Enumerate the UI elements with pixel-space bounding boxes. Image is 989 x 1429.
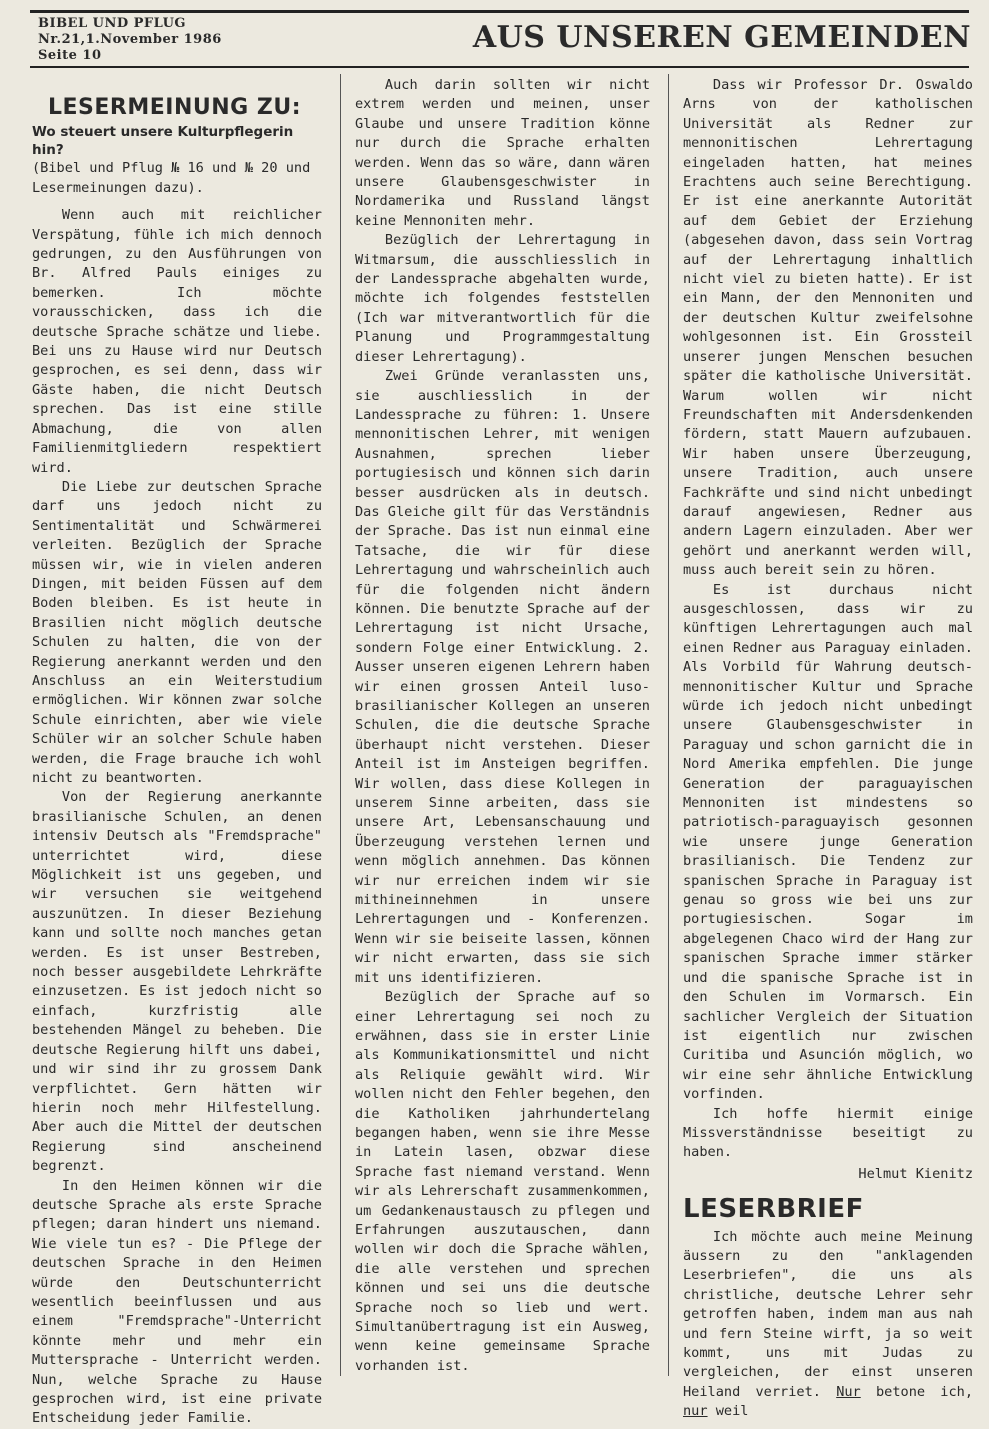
paragraph: Bezüglich der Sprache auf so einer Lehrertagung sei noch zu erwähnen, dass sie in erster Linie als Kommunikationsmittel und nicht als Reliquie gewählt wird. Wir wollen nicht den Fehler begehen, den die Katholiken jahrhundertelang begangen haben, wenn sie ihre Messe in Latein lasen, obzwar diese Sprache fast niemand verstand. Wenn wir als Lehrerschaft zusammenkommen, um Gedankenaustausch zu pflegen und Erfahrungen auszutauschen, dann wollen wir doch die Sprache wählen, die alle verstehen und sprechen können und sei uns die deutsche Sprache noch so lieb und wert. Simultanübertragung ist ein Ausweg, wenn keine gemeinsame Sprache vorhanden ist.: [355, 989, 650, 1374]
masthead: [38, 16, 222, 64]
letter-text: weil: [715, 1403, 749, 1420]
paragraph: In den Heimen können wir die deutsche Sprache als erste Sprache pflegen; daran hindert uns niemand. Wie viele tun es? - Die Pflege der deutschen Sprache in den Heimen würde den Deutschunterricht wesentlich beeinflussen und aus einem "Fremdsprache"-Unterricht könnte mehr und mehr ein Muttersprache - Unterricht werden. Nun, welche Sprache zu Hause gesprochen wird, ist eine private Entscheidung jeder Familie.: [32, 1177, 322, 1427]
letter-text: betone ich,: [875, 1383, 973, 1400]
page-number: Seite 10: [38, 48, 102, 63]
paragraph: Es ist durchaus nicht ausgeschlossen, dass wir zu künftigen Lehrertagungen auch mal einen Redner aus Paraguay einladen. Als Vorbild für Wahrung deutsch-mennonitischer Kultur und Sprache würde ich jedoch nicht unbedingt unsere Glaubensgeschwister in Paraguay und schon garnicht die in Nord Amerika empfehlen. Die junge Generation der paraguayischen Mennoniten ist mindestens so patriotisch-paraguayisch gesonnen wie unsere junge Generation brasilianisch. Die Tendenz zur spanischen Sprache in Paraguay ist genau so gross wie bei uns zur portugiesischen. Sogar im abgelegenen Chaco wird der Hang zur spanischen Sprache immer stärker und die spanische Sprache ist in den Schulen im Vormarsch. Ein sachlicher Vergleich der Situation ist eigentlich nur zwischen Curitiba und Asunción möglich, wo wir eine sehr ähnliche Entwicklung vorfinden.: [683, 581, 973, 1103]
paragraph: Auch darin sollten wir nicht extrem werden und meinen, unser Glaube und unsere Tradition könne nur durch die Sprache erhalten werden. Wenn das so wäre, dann wären unsere Glaubensgeschwister in Nordamerika und Russland längst keine Mennoniten mehr.: [355, 77, 650, 229]
author-signature: Helmut Kienitz: [858, 1165, 973, 1182]
section-title: AUS UNSEREN GEMEINDEN: [472, 20, 971, 55]
column-2: [355, 76, 650, 1376]
paragraph: Die Liebe zur deutschen Sprache darf uns jedoch nicht zu Sentimentalität und Schwärmerei verleiten. Bezüglich der Sprache müssen wir, wie in vielen anderen Dingen, mit beiden Füssen auf dem Boden bleiben. Es ist heute in Brasilien nicht möglich deutsche Schulen zu halten, die von der Regierung anerkannt werden und den Anschluss an ein Weiterstudium ermöglichen. Wir können zwar solche Schule einrichten, aber wie viele Schüler wir an solcher Schule haben werden, die Frage brauche ich wohl nicht zu beantworten.: [32, 478, 322, 786]
column-3: [683, 76, 973, 1422]
header-rule: [30, 66, 969, 68]
top-rule: [30, 10, 969, 13]
emphasis-word: Nur: [836, 1383, 861, 1400]
paragraph: Bezüglich der Lehrertagung in Witmarsum, die ausschliesslich in der Landessprache abgehalten wurde, möchte ich folgendes feststellen (Ich war mitverantwortlich für die Planung und Programmgestaltung dieser Lehrertagung).: [355, 232, 650, 365]
publication-name: BIBEL UND PFLUG: [38, 16, 187, 31]
letter-text: Ich möchte auch meine Meinung äussern zu den "anklagenden Leserbriefen", die uns als christliche, deutsche Lehrer sehr getroffen haben, indem man aus nah und fern Steine wirft, ja so weit kommt, uns mit Judas zu vergleichen, der einst unseren Heiland verriet.: [683, 1228, 973, 1400]
paragraph: [683, 1228, 973, 1422]
paragraph: Wenn auch mit reichlicher Verspätung, fühle ich mich dennoch gedrungen, zu den Ausführungen von Br. Alfred Pauls einiges zu bemerken. Ich möchte vorausschicken, dass ich die deutsche Sprache schätze und liebe. Bei uns zu Hause wird nur Deutsch gesprochen, es sei denn, dass wir Gäste haben, die nicht Deutsch sprechen. Das ist eine stille Abmachung, die von allen Familienmitgliedern respektiert wird.: [32, 207, 322, 476]
column-1: [32, 76, 322, 1429]
paragraph: Zwei Gründe veranlassten uns, sie auschliesslich in der Landessprache zu führen: 1. Unsere mennonitischen Lehrer, mit wenigen Ausnahmen, sprechen lieber portugiesisch und können sich darin besser ausdrücken als in deutsch. Das Gleiche gilt für das Verständnis der Sprache. Das ist nun einmal eine Tatsache, die wir für diese Lehrertagung und wahrscheinlich auch für die folgenden nicht ändern können. Die benutzte Sprache auf der Lehrertagung ist nicht Ursache, sondern Folge einer Entwicklung. 2. Ausser unseren eigenen Lehrern haben wir einen grossen Anteil luso-brasilianischer Kollegen an unseren Schulen, die die deutsche Sprache überhaupt nicht verstehen. Dieser Anteil ist im Ansteigen begriffen. Wir wollen, dass diese Kollegen in unserem Sinne arbeiten, dass sie unsere Art, Lebensanschauung und Überzeugung verstehen lernen und wenn möglich annehmen. Das können wir nur erreichen indem wir sie mithineinnehmen in unsere Lehrertagungen und - Konferenzen. Wenn wir sie beiseite lassen, können wir nicht erwarten, dass sie sich mit uns identifizieren.: [355, 368, 650, 986]
issue-date: Nr.21,1.November 1986: [38, 32, 222, 47]
article-subheading: Wo steuert unsere Kulturpflegerin hin?: [32, 124, 294, 159]
paragraph: Ich hoffe hiermit einige Missverständnisse beseitigt zu haben.: [683, 1105, 973, 1161]
emphasis-word: nur: [683, 1403, 708, 1420]
paragraph: Von der Regierung anerkannte brasilianische Schulen, an denen intensiv Deutsch als "Fremdsprache" unterrichtet wird, diese Möglichkeit ist uns gegeben, und wir versuchen sie weitgehend auszunützen. In dieser Beziehung kann und sollte noch manches getan werden. Es ist unser Bestreben, noch besser ausgebildete Lehrkräfte einzusetzen. Es ist jedoch nicht so einfach, kurzfristig alle bestehenden Mängel zu beheben. Die deutsche Regierung hilft uns dabei, und wir sind ihr zu grossem Dank verpflichtet. Gern hätten wir hierin noch mehr Hilfestellung. Aber auch die Mittel der deutschen Regierung sind anscheinend begrenzt.: [32, 789, 322, 1175]
column-divider: [340, 74, 341, 1376]
article-heading: LESERMEINUNG ZU:: [48, 95, 301, 120]
article-reference: (Bibel und Pflug № 16 und № 20 und Lesermeinungen dazu).: [32, 160, 311, 196]
column-divider: [668, 74, 669, 1376]
letter-heading: LESERBRIEF: [683, 1194, 864, 1225]
paragraph: Dass wir Professor Dr. Oswaldo Arns von der katholischen Universität als Redner zur mennonitischen Lehrertagung eingeladen hatten, hat meines Erachtens auch seine Berechtigung. Er ist eine anerkannte Autorität auf dem Gebiet der Erziehung (abgesehen davon, dass sein Vortrag auf der Lehrertagung inhaltlich nicht viel zu bieten hatte). Er ist ein Mann, der den Mennoniten und der deutschen Kultur zweifelsohne wohlgesonnen ist. Ein Grossteil unserer jungen Menschen besuchen später die katholische Universität. Warum wollen wir nicht Freundschaften mit Andersdenkenden fördern, statt Mauern aufzubauen. Wir haben unsere Überzeugung, unsere Tradition, auch unsere Fachkräfte und sind nicht unbedingt darauf angewiesen, Redner aus andern Lagern einzuladen. Aber wer gehört und anerkannt werden will, muss auch bereit sein zu hören.: [683, 77, 973, 579]
